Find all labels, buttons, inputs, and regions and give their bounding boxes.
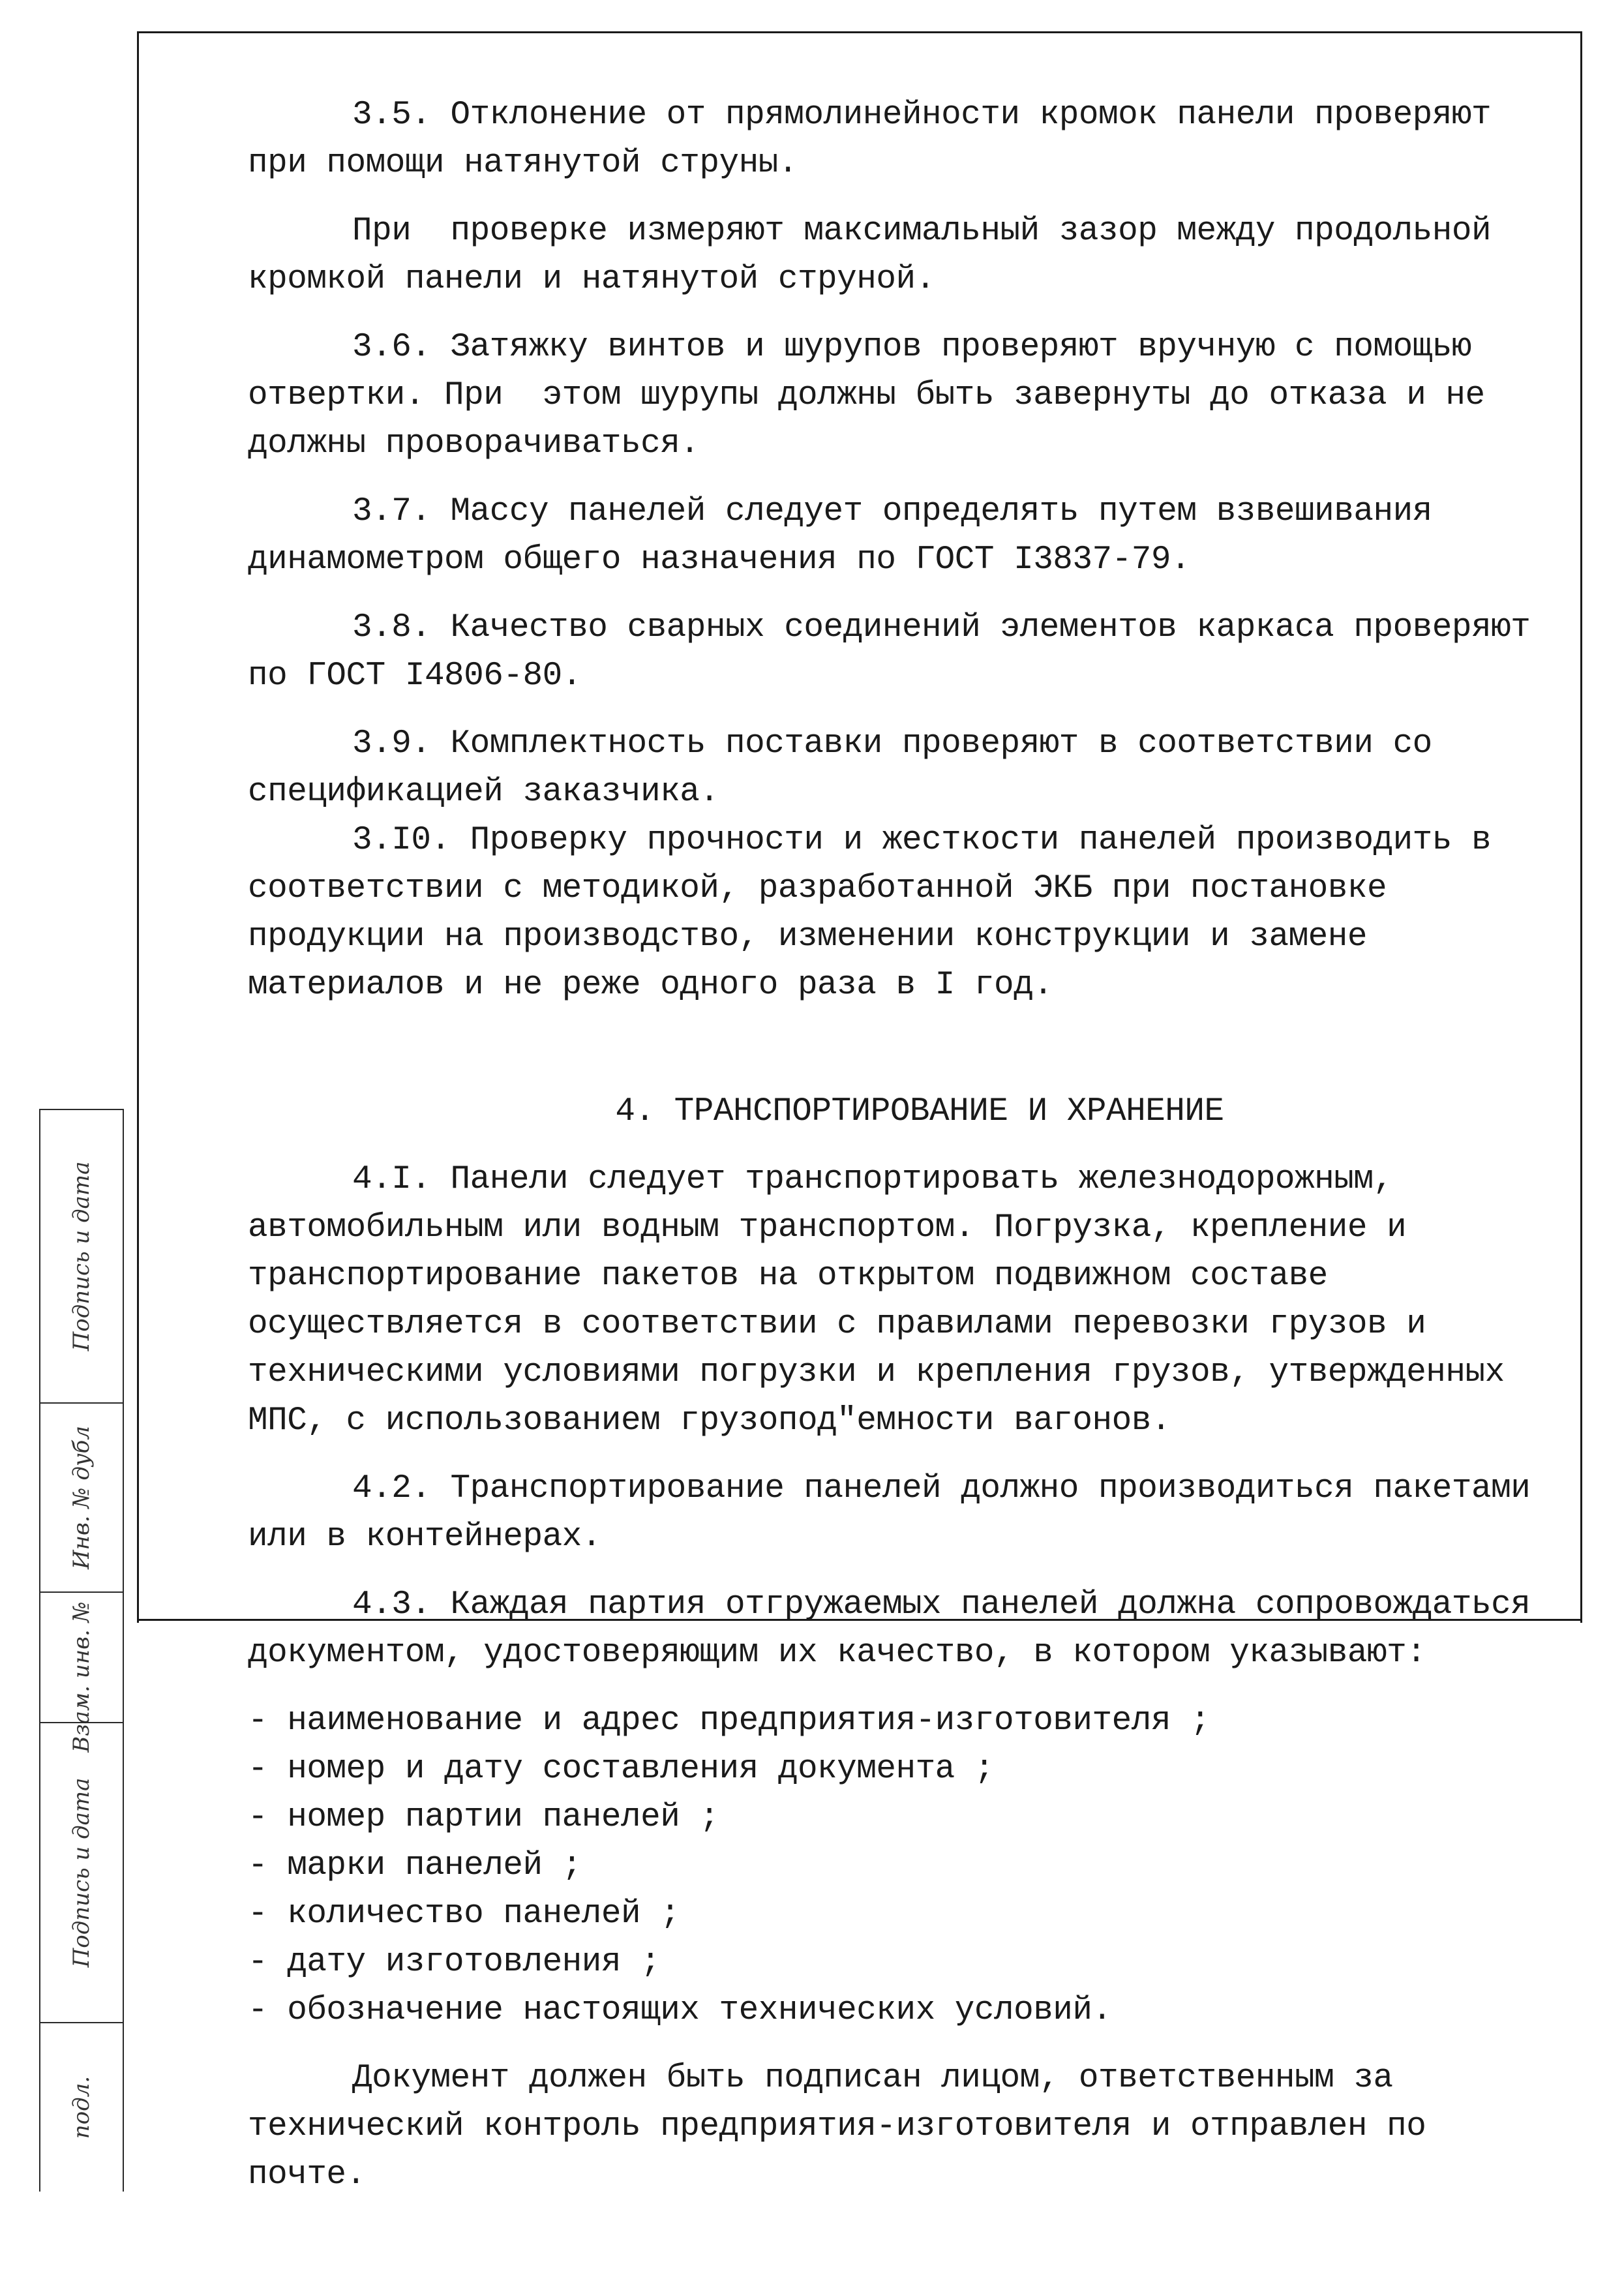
sidebar-label: подл. (68, 2075, 95, 2139)
list-item: - марки панелей ; (248, 1847, 582, 1884)
paragraph-3-9: 3.9. Комплектность поставки проверяют в соответствии со спецификацией заказчика. (248, 725, 1452, 811)
paragraph-3-5b: При проверке измеряют максимальный зазор между продольной кромкой панели и натянутой струной. (248, 213, 1511, 298)
paragraph-4-2: 4.2. Транспортирование панелей должно производиться пакетами или в контейнерах. (248, 1470, 1550, 1556)
archive-stamp-sidebar-lower (39, 1722, 124, 2192)
paragraph-4-1: 4.I. Панели следует транспортировать железнодорожным, автомобильным или водным транспортом. Погрузка, крепление и транспортирование пакетов на открытом подвижном составе осуществляется в соответствии с правилами перевозки грузов и техническими условиями погрузки и крепления грузов, утвержденных МПС, с использованием грузопод"емности вагонов. (248, 1161, 1524, 1440)
list-item: - наименование и адрес предприятия-изготовителя ; (248, 1702, 1210, 1740)
list-item: - номер партии панелей ; (248, 1799, 719, 1836)
list-item: - номер и дату составления документа ; (248, 1751, 994, 1788)
section-4-title: 4. ТРАНСПОРТИРОВАНИЕ И ХРАНЕНИЕ (615, 1093, 1224, 1130)
sidebar-cell-dup-inv (40, 1402, 123, 1591)
document-body (248, 91, 1552, 2199)
list-item: - количество панелей ; (248, 1895, 680, 1933)
list-item: - обозначение настоящих технических условий. (248, 1992, 1112, 2029)
paragraph-3-6: 3.6. Затяжку винтов и шурупов проверяют вручную с помощью отвертки. При этом шурупы должны быть завернуты до отказа и не должны проворачиваться. (248, 329, 1505, 462)
sidebar-label: Взам. инв. № (68, 1601, 95, 1753)
sidebar-label: Подпись и дата (68, 1161, 95, 1351)
sidebar-cell-signature-1 (40, 1109, 123, 1402)
archive-stamp-sidebar (39, 1109, 124, 1753)
paragraph-closing: Документ должен быть подписан лицом, ответственным за технический контроль предприятия-изготовителя и отправлен по почте. (248, 2060, 1446, 2194)
sidebar-cell-original (40, 2022, 123, 2192)
paragraph-3-8: 3.8. Качество сварных соединений элементов каркаса проверяют по ГОСТ I4806-80. (248, 609, 1550, 695)
list-item: - дату изготовления ; (248, 1944, 661, 1981)
paragraph-4-3: 4.3. Каждая партия отгружаемых панелей должна сопровождаться документом, удостоверяющим их качество, в котором указывают: (248, 1586, 1550, 1672)
paragraph-3-7: 3.7. Массу панелей следует определять путем взвешивания динамометром общего назначения по ГОСТ I3837-79. (248, 493, 1452, 579)
paragraph-3-10: 3.I0. Проверку прочности и жесткости панелей производить в соответствии с методикой, разработанной ЭКБ при постановке продукции на производство, изменении конструкции и замене материалов и не реже одного раза в I год. (248, 822, 1511, 1004)
paragraph-3-5a: 3.5. Отклонение от прямолинейности кромок панели проверяют при помощи натянутой струны. (248, 97, 1511, 182)
sidebar-label: Подпись и дата (68, 1777, 95, 1968)
sidebar-cell-signature-2 (40, 1722, 123, 2022)
sidebar-label: Инв. № дубл (68, 1425, 95, 1570)
